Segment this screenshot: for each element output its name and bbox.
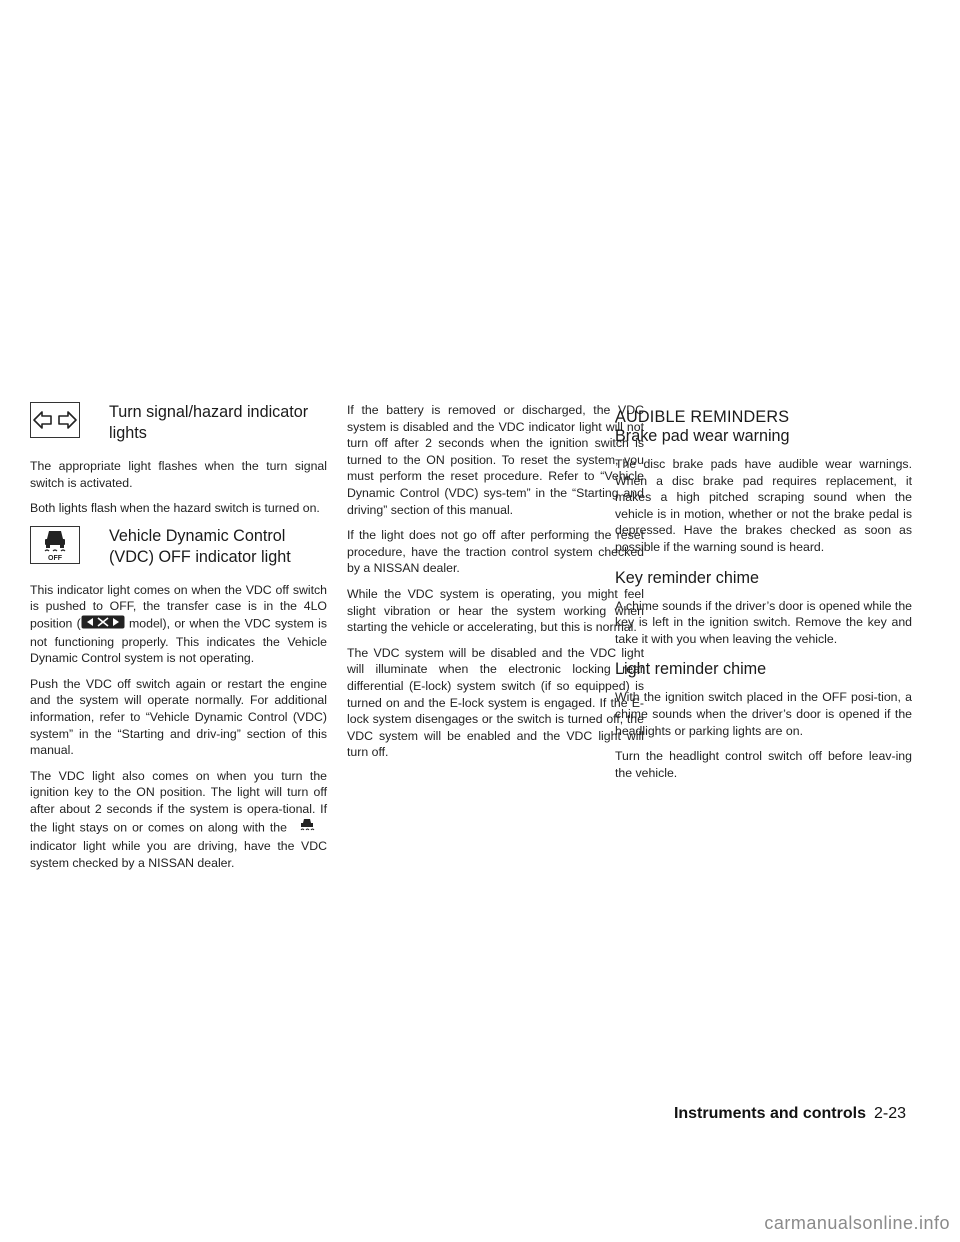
turn-signal-heading [109,402,308,444]
vdc-heading-line1: Vehicle Dynamic Control [109,526,286,545]
slip-indicator-icon [287,818,327,839]
light-reminder-paragraph-2: Turn the headlight control switch off before leav-ing the vehicle. [615,749,912,780]
vdc-off-graphic [34,528,76,562]
turn-signal-paragraph-1: The appropriate light flashes when the turn signal switch is activated. [30,459,327,490]
vdc-heading-block [30,526,327,568]
column-left [30,402,327,880]
watermark [644,1202,960,1242]
page-number: 2-23 [873,1105,906,1122]
svg-text:OFF: OFF [48,554,62,562]
turn-signal-heading-line1: Turn signal/hazard indicator [109,403,309,421]
key-reminder-heading: Key reminder chime [615,568,759,587]
vdc-elock-paragraph: The VDC system will be disabled and the VDC light will illuminate when the electronic locking rear differential (E-lock) system switch (if so equipped) is turned on and the E-lock system is engaged. If the E-lock system disengages or the switch is turned off, the VDC system will be enabled and the VDC light will turn off. [347,645,644,760]
turn-signal-heading-line2: lights [109,424,147,442]
vdc-paragraph-2: Push the VDC off switch again or restart the engine and the system will operate normally. For additional information, refer to “Vehicle Dynamic Control (VDC) system” in the “Starting and driv-ing” section of this manual. [30,676,327,758]
vdc-paragraph-3: The VDC light also comes on when you turn the ignition key to the ON position. The light will turn off after about 2 seconds if the system is opera-tional. If the light stays on or comes on along with the indicator light while you are driving, have the VDC system checked by a NISSAN dealer. [30,768,327,870]
column-middle [347,402,644,770]
vdc-paragraph-1: This indicator light comes on when the VDC off switch is pushed to OFF, the transfer case is in the 4LO position ( model), or when the VDC system is not functioning properly. This indicates the Vehicle Dynamic Control system is not operating. [30,582,327,666]
footer-section-title: Instruments and controls [673,1105,866,1122]
turn-signal-arrows-graphic [32,409,78,431]
turn-signal-paragraph-2: Both lights flash when the hazard switch is turned on. [30,501,320,516]
section-title: AUDIBLE REMINDERS [615,408,790,426]
watermark-text: carmanualsonline.info [764,1213,950,1233]
brake-pad-heading: Brake pad wear warning [615,427,790,445]
vdc-heading [109,526,291,568]
column-right [615,402,912,790]
brake-pad-paragraph: The disc brake pads have audible wear warnings. When a disc brake pad requires replacement, it makes a high pitched scraping sound when the vehicle is in motion, whether or not the brake pedal is depressed. Have the brakes checked as soon as possible if the warning sound is heard. [615,457,912,554]
vdc-battery-paragraph: If the battery is removed or discharged, the VDC system is disabled and the VDC indicator light will not turn off after 2 seconds when the ignition switch is turned to the ON position. To reset the system, you must perform the reset procedure. Refer to “Vehicle Dynamic Control (VDC) sys-tem” in the “Starting and driving” section of this manual. [347,403,644,517]
vdc-operating-paragraph: While the VDC system is operating, you might feel slight vibration or hear the system working when starting the vehicle or accelerating, but this is normal. [347,586,644,635]
key-reminder-paragraph: A chime sounds if the driver’s door is opened while the key is left in the ignition switch. Remove the key and take it with you when leaving the vehicle. [615,598,912,646]
turn-signal-heading-block [30,402,327,444]
turn-signal-arrows-icon [30,402,80,438]
page-footer [674,1105,906,1123]
vdc-off-icon [30,526,80,564]
light-reminder-paragraph-1: With the ignition switch placed in the OFF posi-tion, a chime sounds when the driver’s door is opened if the headlights or parking lights are on. [615,690,912,738]
light-reminder-heading: Light reminder chime [615,660,767,679]
vdc-heading-line2: (VDC) OFF indicator light [109,547,291,566]
four-by-four-icon [81,615,125,634]
vdc-reset-paragraph: If the light does not go off after performing the reset procedure, have the traction control system checked by a NISSAN dealer. [347,528,644,576]
